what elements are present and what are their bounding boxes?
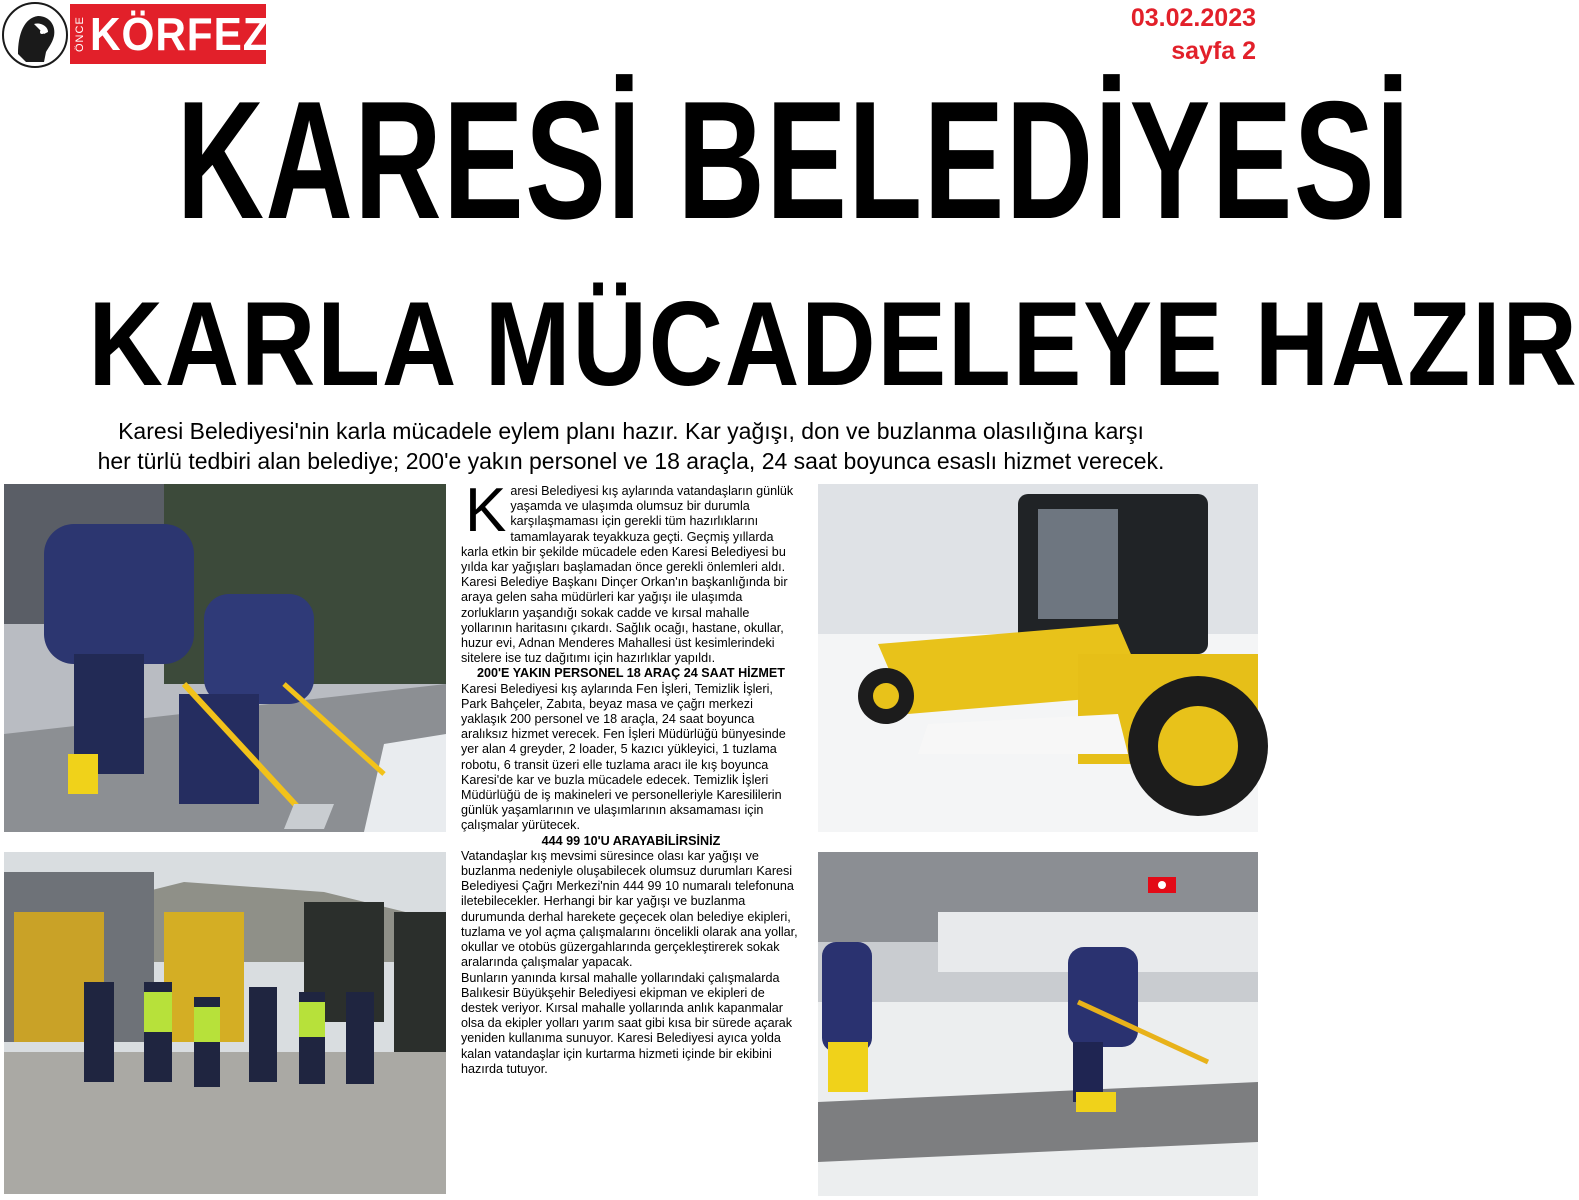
article-intro-text: aresi Belediyesi kış aylarında vatandaşların günlük yaşamda ve ulaşımda olumsuz bir durumla karşılaşmaması için gerekli tüm hazırlıklarını tamamlayarak teyakkuza geçti. Geçmiş yıllarda karla etkin bir şekilde mücadele eden Karesi Belediyesi bu yılda kar yağışları başlamadan önce gerekli önlemleri aldı. Karesi Belediye Başkanı Dinçer Orkan'ın başkanlığında bir araya gelen saha müdürleri kar yağışı ile ulaşımda zorlukların yaşandığı sokak cadde ve kırsal mahalle yollarının haritasını çıkardı. Sağlık ocağı, hastane, okullar, huzur evi, Adnan Menderes Mahallesi üst kesimlerindeki sitelere ise tuz dağıtımı için hazırlıklar yapıldı. — [461, 484, 794, 666]
article-body-2: Vatandaşlar kış mevsimi süresince olası kar yağışı ve buzlanma nedeniyle oluşabilecek olumsuz durumları Karesi Belediyesi Çağrı Merkezi'nin 444 99 10 numaralı telefonuna iletebilecekler. Herhangi bir kar yağışı ve buzlanma durumunda derhal harekete geçecek olan belediye ekipleri, tuzlama ve yol açma çalışmalarını öncelikli olarak ana yollar, okullar ve otobüs güzergahlarında gerçekleştirerek sokak aralarında çalışmalar yapacak. — [461, 848, 798, 970]
article-body-3: Bunların yanında kırsal mahalle yollarındaki çalışmalarda Balıkesir Büyükşehir Belediyesi ekipman ve ekipleri de destek veriyor. Kırsal mahalle yollarında anlık kapanmalar olsa da ekipler yolları yarım saat gibi kısa bir sürede açarak yeniden kullanıma sunuyor. Karesi Belediyesi ayıca yolda kalan vatandaşlar için kurtarma hizmeti içinde bir ekibini hazırda tutuyor. — [461, 970, 793, 1076]
article-body-1: Karesi Belediyesi kış aylarında Fen İşleri, Temizlik İşleri, Park Bahçeler, Zabıta, beyaz masa ve çağrı merkezi yaklaşık 200 personel ve 18 araçla, 24 saat boyunca aralıksız hizmet verecek. Fen İşleri Müdürlüğü bünyesinde yer alan 4 greyder, 2 loader, 5 kazıcı yükleyici, 1 tuzlama robotu, 6 transit üzeri elle tuzlama aracı ile kış boyunca Karesi'de kar ve buzla mücadele edecek. Temizlik İşleri Müdürlüğü de iş makineleri ve personelleriyle Karesililerin günlük yaşamlarının ve ulaşımlarının aksamaması için çalışmalar yürütecek. — [461, 681, 786, 833]
subhead-personnel: 200'E YAKIN PERSONEL 18 ARAÇ 24 SAAT HİZMET — [477, 666, 785, 681]
page-number: sayfa 2 — [1171, 37, 1256, 65]
photo-team-with-machines — [4, 852, 446, 1194]
headline-line-1: KARESİ BELEDİYESİ — [176, 66, 1411, 254]
logo-wordmark: KÖRFEZ — [90, 8, 270, 60]
lead-paragraph — [0, 416, 1262, 476]
photo-workers-clearing-street — [818, 852, 1258, 1196]
issue-date: 03.02.2023 — [1130, 4, 1256, 32]
headline-line-2: KARLA MÜCADELEYE HAZIR — [88, 277, 1579, 411]
article-body — [461, 476, 801, 1077]
photo-workers-shoveling-snow — [4, 484, 446, 832]
subhead-call-center: 444 99 10'U ARAYABİLİRSİNİZ — [541, 833, 721, 848]
ataturk-portrait-emblem — [2, 2, 68, 68]
article-intro — [461, 476, 801, 666]
lead-line-2: her türlü tedbiri alan belediye; 200'e yakın personel ve 18 araçla, 24 saat boyunca esaslı hizmet verecek. — [97, 448, 1165, 474]
dateline — [1131, 2, 1256, 68]
photo-grader-in-snow — [818, 484, 1258, 832]
masthead-logo — [2, 2, 270, 66]
drop-cap: K — [465, 476, 507, 545]
lead-line-1: Karesi Belediyesi'nin karla mücadele eylem planı hazır. Kar yağışı, don ve buzlanma olasılığına karşı — [118, 418, 1144, 444]
korfez-logo-box — [70, 4, 270, 64]
logo-prefix: ÖNCE — [74, 16, 86, 52]
